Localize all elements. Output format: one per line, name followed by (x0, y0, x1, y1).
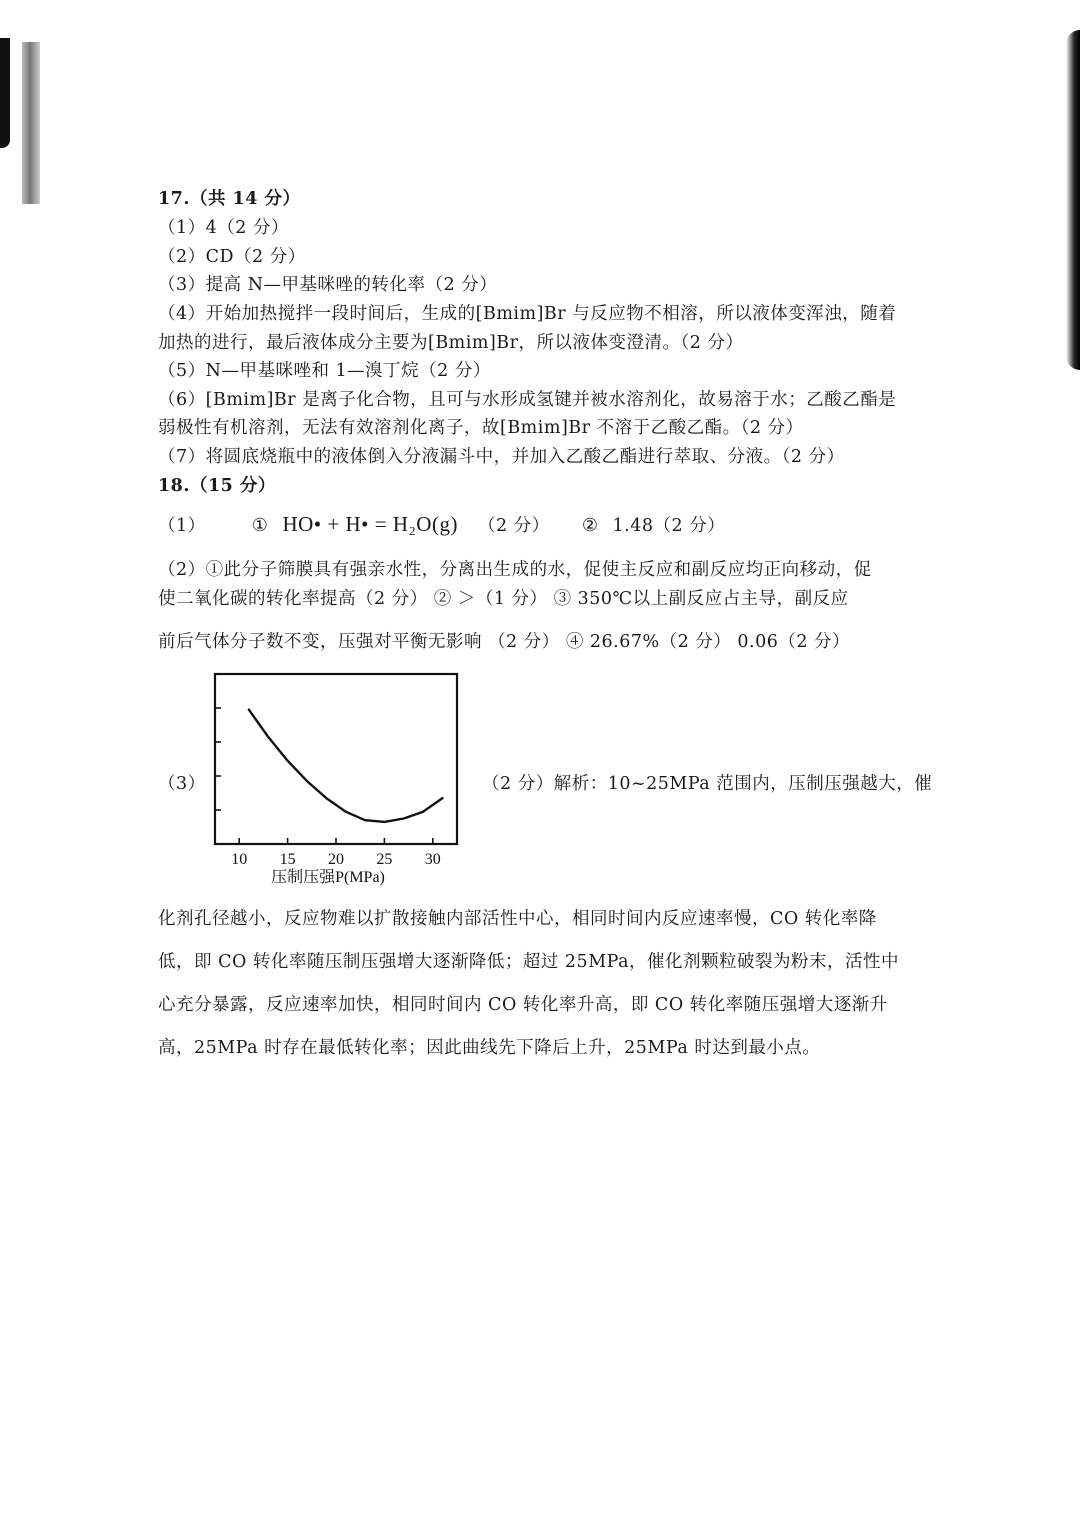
scan-edge-strip (22, 42, 40, 204)
x-tick-label-30: 30 (424, 851, 441, 868)
scan-edge-left (0, 38, 10, 148)
q18-part1-circled-2: ② (581, 515, 599, 536)
chart-frame (215, 674, 457, 844)
q18-part1 (158, 512, 725, 537)
q17-heading: 17.（共 14 分） (158, 189, 301, 209)
co-conversion-chart (190, 668, 480, 893)
q17-part6-line2: 弱极性有机溶剂，无法有效溶剂化离子，故[Bmim]Br 不溶于乙酸乙酯。（2 分） (158, 418, 804, 438)
q18-part1-circled-1: ① (251, 515, 269, 536)
q18-part3-line2: 化剂孔径越小，反应物难以扩散接触内部活性中心，相同时间内反应速率慢，CO 转化率降 (158, 909, 877, 929)
q18-part2-line1: （2）①此分子筛膜具有强亲水性，分离出生成的水，促使主反应和副反应均正向移动，促 (158, 560, 872, 580)
x-tick-label-10: 10 (231, 851, 248, 868)
q17-part2: （2）CD（2 分） (158, 247, 306, 267)
chart-curve (249, 710, 443, 822)
q18-part1-label: （1） (158, 516, 206, 536)
q18-part1-value: 1.48（2 分） (612, 516, 726, 536)
q18-part3-line5: 高，25MPa 时存在最低转化率；因此曲线先下降后上升，25MPa 时达到最小点。 (158, 1038, 821, 1058)
q17-part6-line1: （6）[Bmim]Br 是离子化合物，且可与水形成氢键并被水溶剂化，故易溶于水；乙酸乙酯是 (158, 390, 897, 410)
q17-part4-line1: （4）开始加热搅拌一段时间后，生成的[Bmim]Br 与反应物不相溶，所以液体变浑浊，随着 (158, 304, 897, 324)
q18-part2-line2: 使二氧化碳的转化率提高（2 分） ② ＞（1 分） ③ 350℃以上副反应占主导，副反应 (158, 589, 849, 609)
q18-part2-line3: 前后气体分子数不变，压强对平衡无影响 （2 分） ④ 26.67%（2 分） 0.06（2 分） (158, 632, 851, 652)
q18-part1-score: （2 分） (478, 516, 550, 536)
q18-part3-text: （2 分）解析：10~25MPa 范围内，压制压强越大，催 (482, 774, 933, 794)
q17-part5: （5）N—甲基咪唑和 1—溴丁烷（2 分） (158, 361, 491, 381)
scan-edge-right (1066, 30, 1080, 370)
chart-x-axis-label: 压制压强P(MPa) (271, 869, 385, 886)
q18-part3-line3: 低，即 CO 转化率随压制压强增大逐渐降低；超过 25MPa，催化剂颗粒破裂为粉末，活性中 (158, 952, 900, 972)
chart-x-ticks (231, 838, 441, 868)
q17-part1: （1）4（2 分） (158, 218, 289, 238)
q17-part7: （7）将圆底烧瓶中的液体倒入分液漏斗中，并加入乙酸乙酯进行萃取、分液。（2 分） (158, 447, 845, 467)
q18-part3-label: （3） (158, 774, 206, 794)
q18-part1-equation: HO• + H• = H₂O(g) (282, 512, 458, 536)
q17-part3: （3）提高 N—甲基咪唑的转化率（2 分） (158, 275, 498, 295)
x-tick-label-25: 25 (376, 851, 393, 868)
x-tick-label-20: 20 (328, 851, 344, 868)
x-tick-label-15: 15 (279, 851, 296, 868)
q17-part4-line2: 加热的进行，最后液体成分主要为[Bmim]Br，所以液体变澄清。（2 分） (158, 333, 744, 353)
q18-heading: 18.（15 分） (158, 476, 276, 496)
q18-part3-line4: 心充分暴露，反应速率加快，相同时间内 CO 转化率升高，即 CO 转化率随压强增大逐渐升 (158, 995, 888, 1015)
